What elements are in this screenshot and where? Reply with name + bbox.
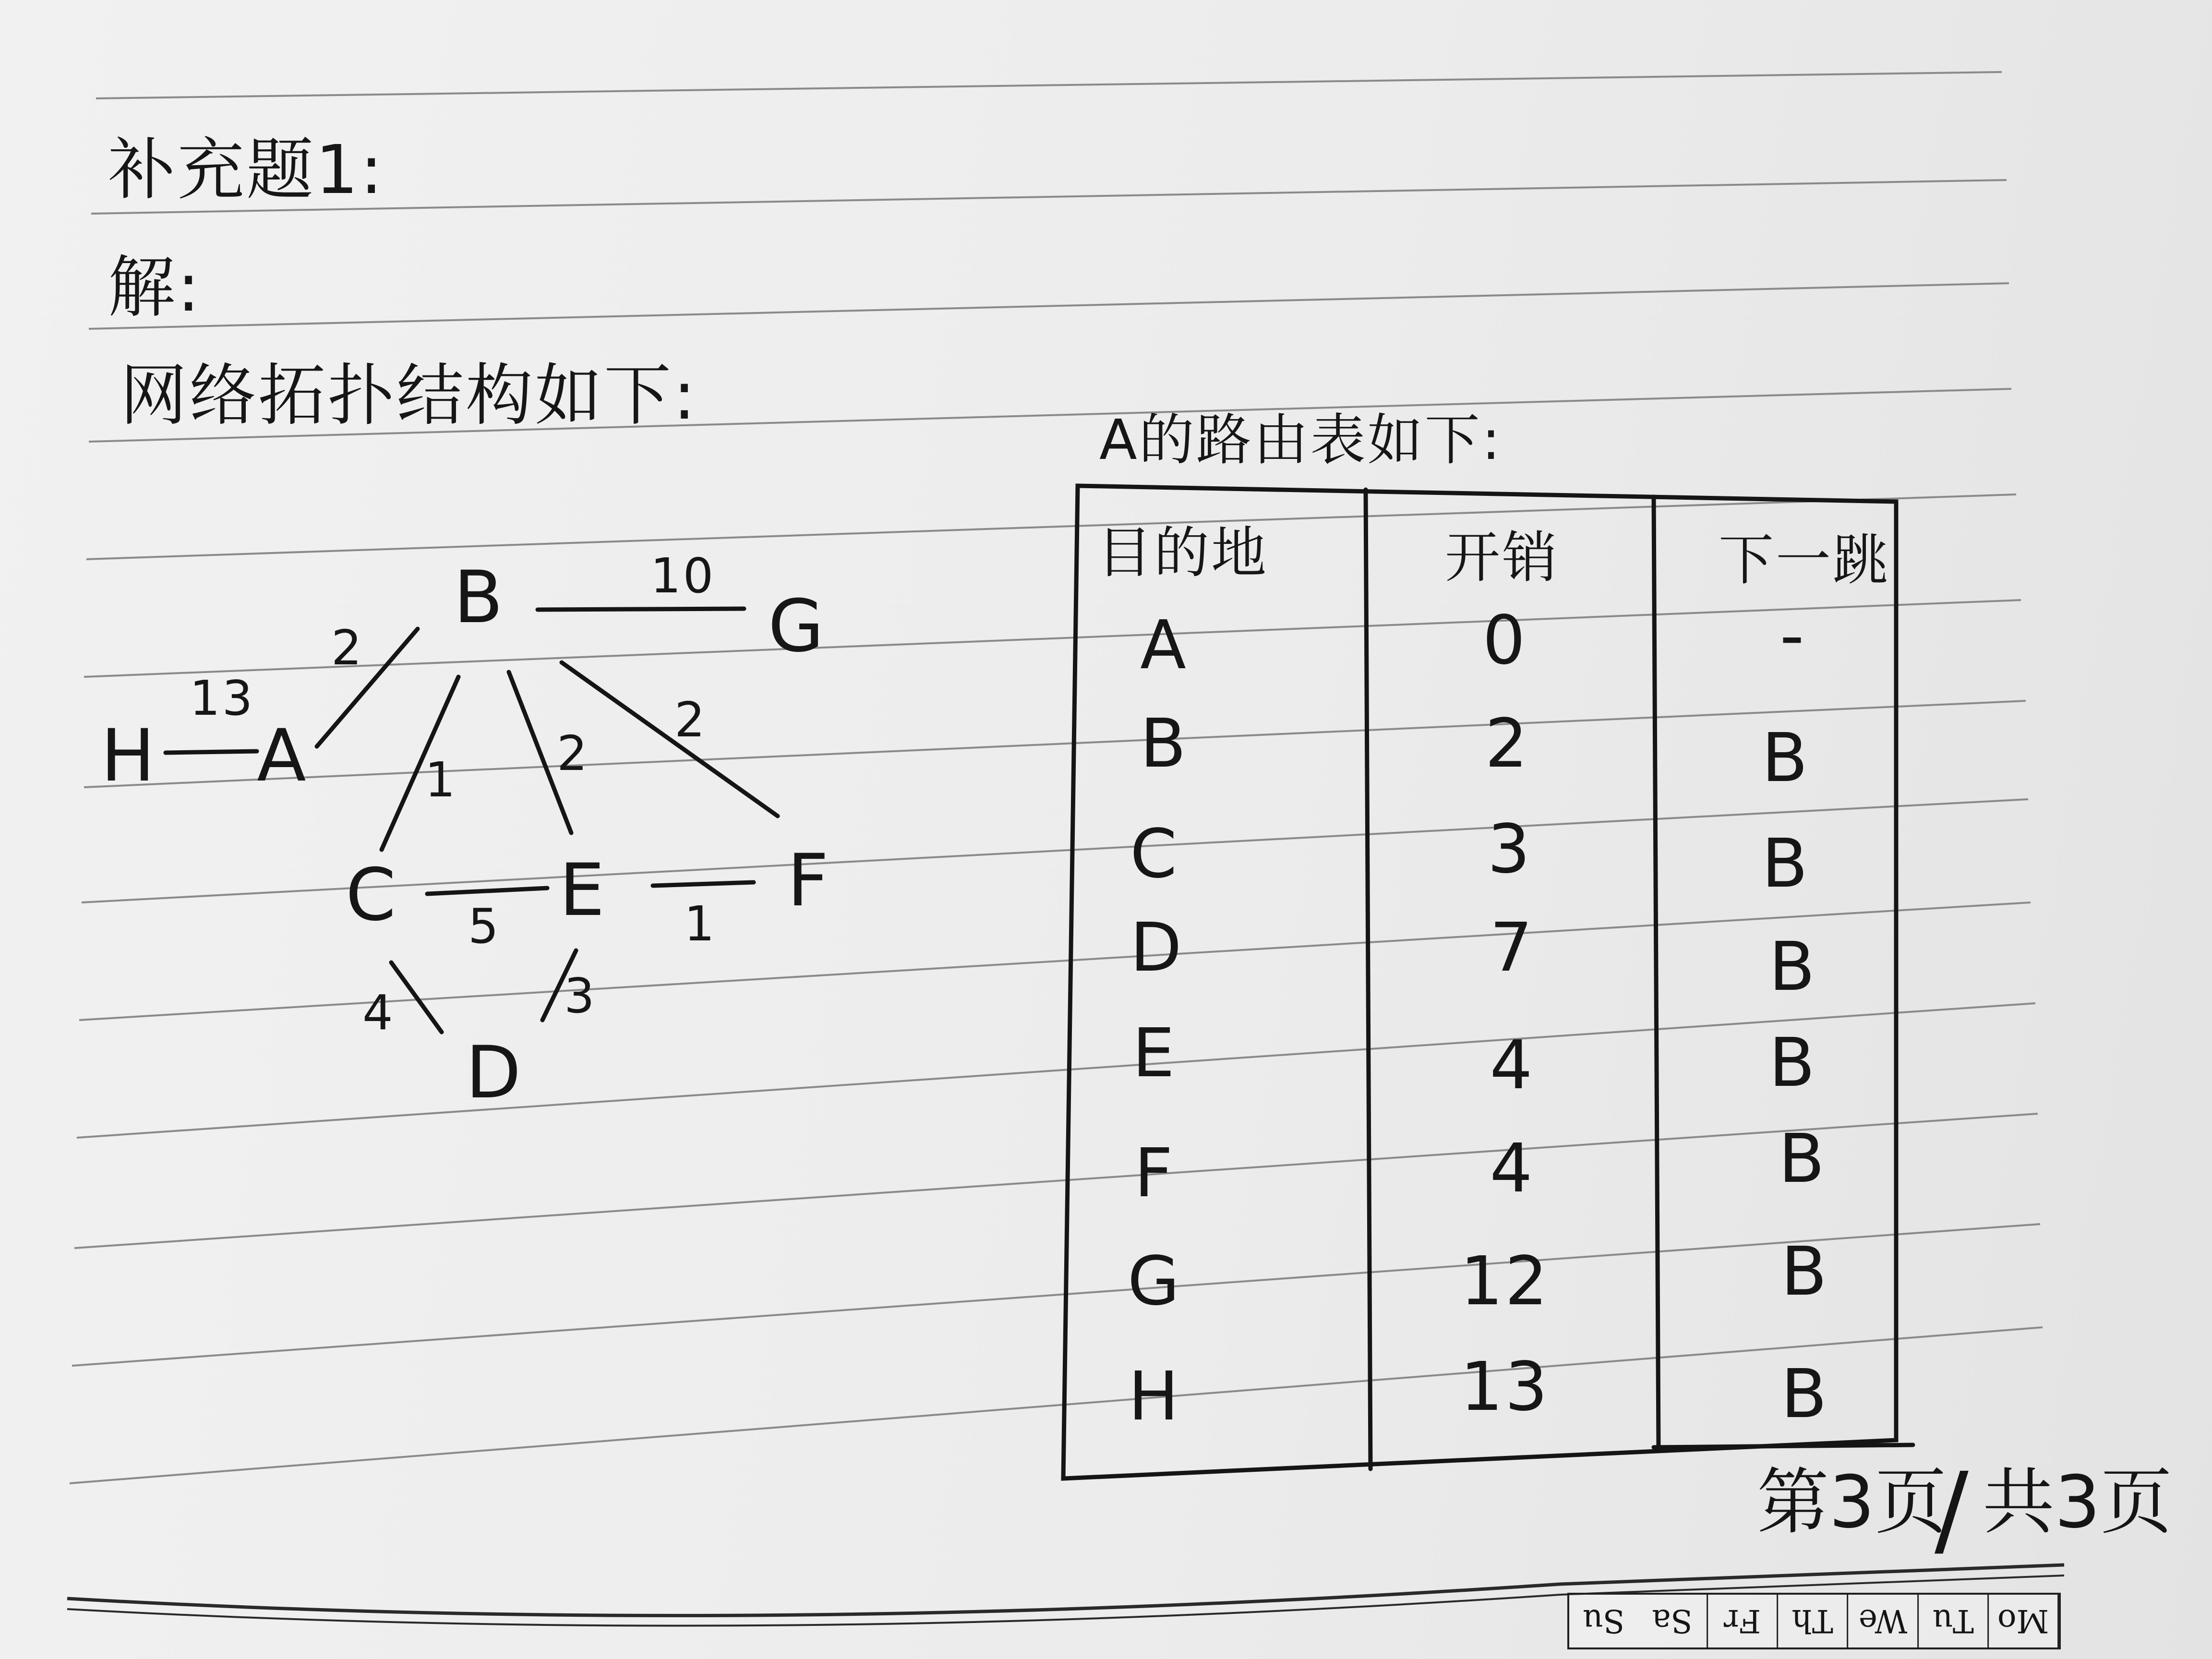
weight-c-d: 4 bbox=[362, 985, 395, 1041]
weight-a-b: 2 bbox=[331, 620, 364, 676]
weight-b-e: 2 bbox=[557, 725, 589, 781]
table-header-destination: 目的地 bbox=[1097, 521, 1269, 585]
table-cell-next-hop: B bbox=[1778, 1120, 1827, 1198]
table-cell-next-hop: B bbox=[1780, 1233, 1829, 1311]
weight-b-g: 10 bbox=[650, 548, 716, 604]
node-h: H bbox=[101, 714, 157, 798]
weekday-mo: Mo bbox=[1989, 1595, 2059, 1647]
weekday-sa: Sa bbox=[1638, 1595, 1708, 1647]
table-cell-destination: E bbox=[1132, 1014, 1177, 1093]
page-number: 第3页 bbox=[1757, 1461, 1947, 1544]
table-cell-destination: A bbox=[1140, 606, 1188, 685]
node-c: C bbox=[346, 854, 398, 937]
table-cell-cost: 4 bbox=[1490, 1130, 1535, 1208]
table-cell-cost: 3 bbox=[1487, 810, 1532, 889]
node-b: B bbox=[454, 556, 505, 639]
table-cell-cost: 2 bbox=[1485, 705, 1530, 783]
table-cell-cost: 4 bbox=[1490, 1026, 1535, 1105]
weight-e-d: 3 bbox=[564, 968, 597, 1024]
table-cell-cost: 7 bbox=[1490, 909, 1535, 987]
table-cell-destination: D bbox=[1130, 909, 1184, 987]
table-caption: A的路由表如下: bbox=[1099, 408, 1503, 472]
table-header-cost: 开销 bbox=[1445, 526, 1560, 590]
table-cell-destination: B bbox=[1140, 705, 1189, 783]
weight-b-c: 1 bbox=[425, 752, 457, 808]
node-f: F bbox=[787, 839, 831, 923]
weight-c-e: 5 bbox=[468, 898, 501, 954]
table-cell-destination: G bbox=[1127, 1242, 1182, 1321]
table-cell-next-hop: B bbox=[1768, 1024, 1817, 1102]
weekday-tu: Tu bbox=[1919, 1595, 1989, 1647]
node-d: D bbox=[466, 1031, 523, 1115]
table-cell-next-hop: B bbox=[1761, 825, 1810, 903]
node-g: G bbox=[768, 585, 826, 668]
table-cell-next-hop: B bbox=[1780, 1355, 1829, 1433]
table-cell-cost: 12 bbox=[1460, 1242, 1550, 1321]
node-e: E bbox=[559, 849, 607, 932]
weekday-strip bbox=[1567, 1593, 2061, 1649]
weekday-su: Su bbox=[1582, 1602, 1625, 1640]
node-a: A bbox=[257, 714, 308, 798]
weight-h-a: 13 bbox=[190, 670, 255, 726]
table-cell-next-hop: B bbox=[1768, 928, 1817, 1006]
weekday-fr: Fr bbox=[1708, 1595, 1778, 1647]
page-total: 共3页 bbox=[1983, 1461, 2173, 1544]
table-cell-next-hop: B bbox=[1761, 719, 1810, 797]
table-cell-next-hop: - bbox=[1779, 597, 1806, 675]
table-cell-destination: C bbox=[1130, 815, 1179, 893]
page-separator: / bbox=[1935, 1451, 1969, 1568]
topology-caption: 网络拓扑结构如下: bbox=[120, 357, 698, 435]
table-cell-destination: F bbox=[1134, 1134, 1175, 1213]
table-cell-destination: H bbox=[1128, 1358, 1181, 1436]
solution-label: 解: bbox=[108, 249, 202, 327]
weekday-we: We bbox=[1849, 1595, 1919, 1647]
weight-b-f: 2 bbox=[674, 692, 707, 748]
table-cell-cost: 13 bbox=[1460, 1348, 1550, 1426]
weekday-th: Th bbox=[1778, 1595, 1848, 1647]
table-cell-cost: 0 bbox=[1482, 601, 1527, 680]
problem-title: 补充题1: bbox=[108, 131, 385, 209]
table-header-next-hop: 下一跳 bbox=[1719, 528, 1890, 592]
weight-e-f: 1 bbox=[684, 896, 717, 952]
